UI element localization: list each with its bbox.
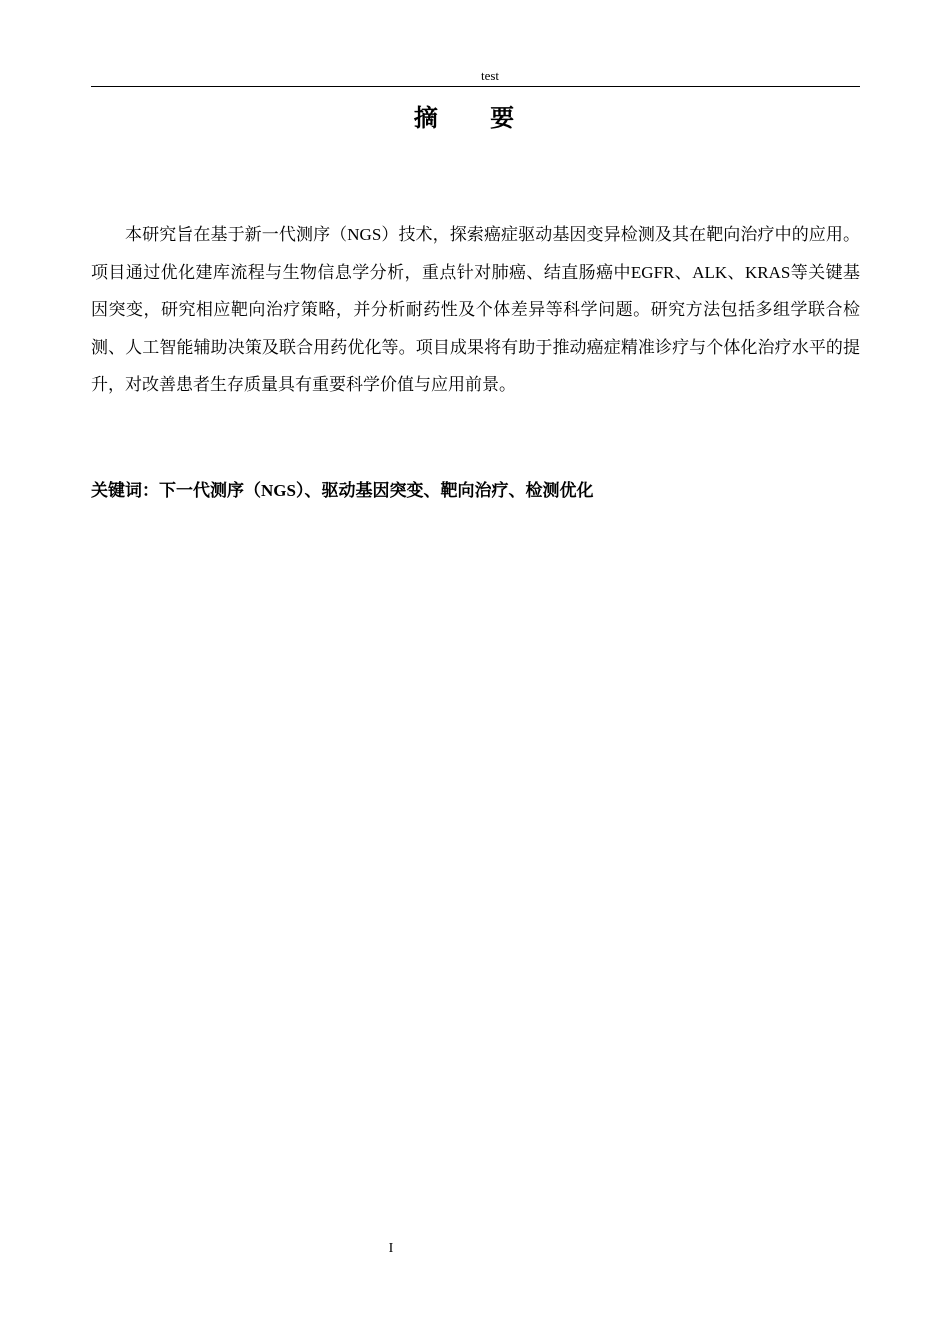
keywords-line <box>91 476 860 506</box>
header-rule <box>91 86 860 87</box>
abstract-body: 本研究旨在基于新一代测序（NGS）技术，探索癌症驱动基因变异检测及其在靶向治疗中的应用。项目通过优化建库流程与生物信息学分析，重点针对肺癌、结直肠癌中EGFR、ALK、KRAS等关键基因突变，研究相应靶向治疗策略，并分析耐药性及个体差异等科学问题。研究方法包括多组学联合检测、人工智能辅助决策及联合用药优化等。项目成果将有助于推动癌症精准诊疗与个体化治疗水平的提升，对改善患者生存质量具有重要科学价值与应用前景。 <box>91 225 860 394</box>
keywords-text: 下一代测序（NGS）、驱动基因突变、靶向治疗、检测优化 <box>159 481 594 500</box>
page-header: test <box>480 68 500 83</box>
page-number: I <box>388 1241 394 1256</box>
abstract-title: 摘 要 <box>413 104 537 132</box>
keywords-label: 关键词： <box>91 481 159 500</box>
